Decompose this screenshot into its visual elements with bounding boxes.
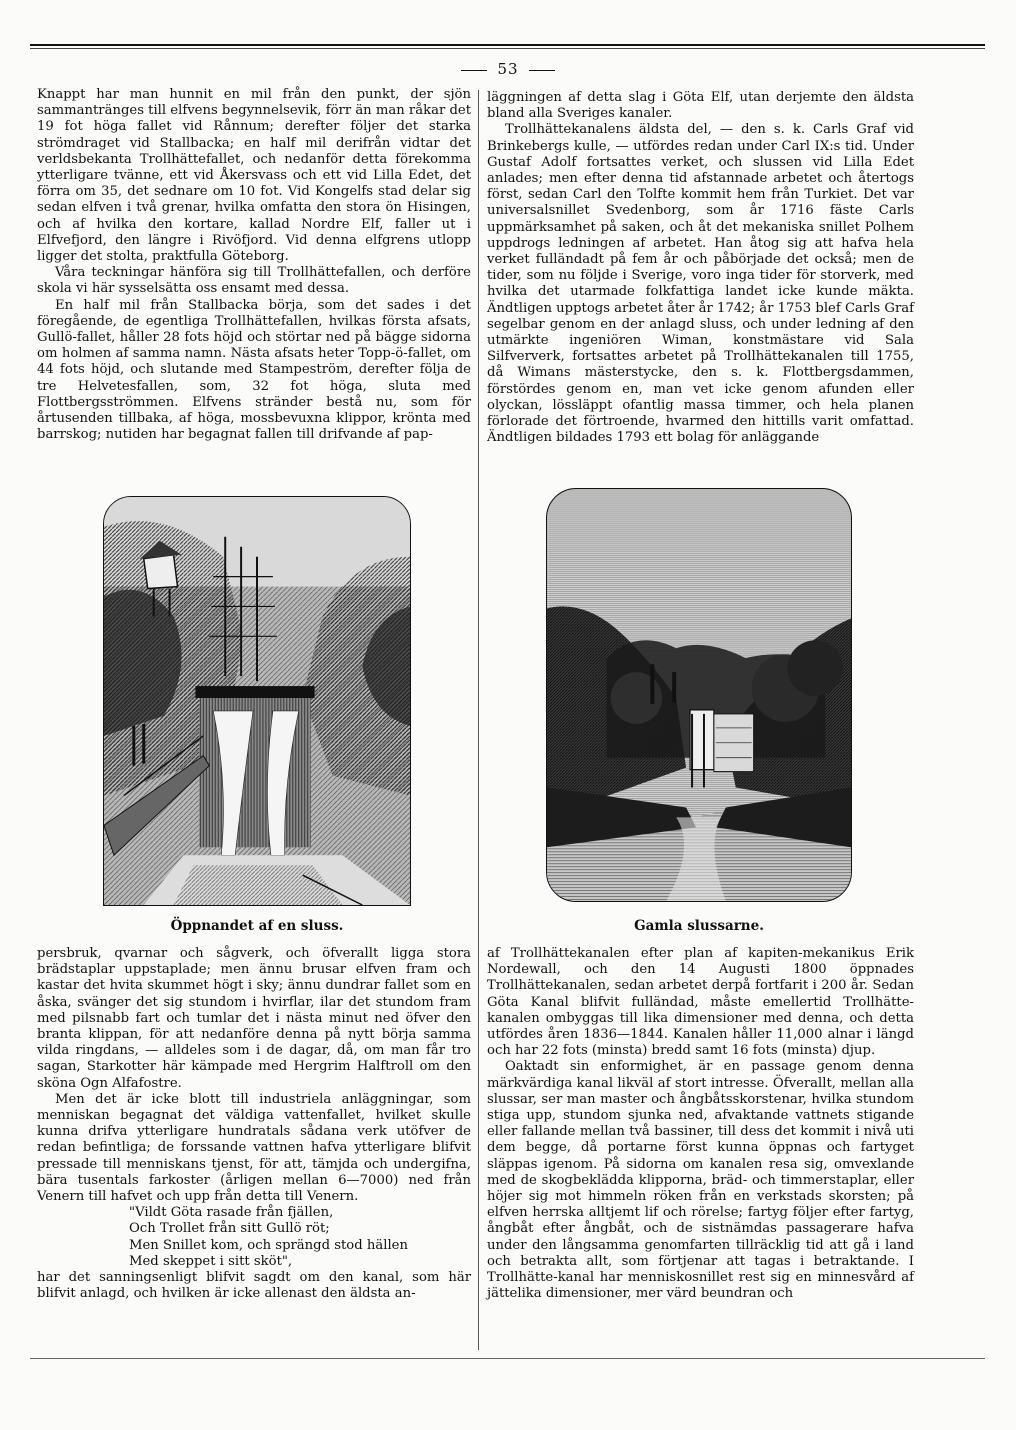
- left-column-bottom-text: [37, 946, 471, 1302]
- engraving-old-locks: [546, 488, 852, 902]
- paragraph: Knappt har man hunnit en mil från den punkt, der sjön sammantränges till elfvens begynnelsevik, förr än man råkar det 19 fot höga fallet vid Rånnum; derefter följer det starka strömdraget vid Stallbacka; en half mil derifrån vidtar det verldsbekanta Trollhättefallet, och nedanför detta förekomma ytterligare tvänne, ett vid Åkersvass och ett vid Lilla Edet, det förra om 35, det sednare om 10 fot. Vid Kongelfs stad delar sig sedan elfven i två grenar, hvilka omfatta den stora ön Hisingen, och af hvilka den kortare, kallad Nordre Elf, faller ut i Elfvefjord, den längre i Rivöfjord. Vid denna elfgrens utlopp ligger det stolta, praktfulla Göteborg.: [37, 87, 471, 265]
- engraving-lock-opening-drawing: [104, 497, 410, 905]
- paragraph: Våra teckningar hänföra sig till Trollhättefallen, och derföre skola vi här sysselsätta oss ensamt med dessa.: [37, 265, 471, 297]
- poem-line: Men Snillet kom, och sprängd stod hällen: [129, 1237, 408, 1253]
- poem-line: Med skeppet i sitt sköt",: [129, 1253, 293, 1269]
- column-divider: [478, 90, 479, 1350]
- dash-right: [529, 70, 555, 71]
- paragraph: persbruk, qvarnar och sågverk, och öfverallt ligga stora brädstaplar uppstaplade; men ännu brusar elfven fram och kastar det hvita skummet högt i sky; ännu dundrar fallet som en åska, svänger det sig stundom i hvirflar, ilar det stundom fram med pilsnabb fart och tumlar det i nästa minut ned öfver den branta klippan, för att nedanföre denna på nytt börja samma vilda ringdans, — alldeles som i de dagar, då, om man får tro sagan, Starkotter här kämpade med Hergrim Halftroll om den sköna Ogn Alfafostre.: [37, 946, 471, 1091]
- dash-left: [461, 70, 487, 71]
- paragraph: Trollhättekanalens äldsta del, — den s. k. Carls Graf vid Brinkebergs kulle, — utfördes redan under Carl IX:s tid. Under Gustaf Adolf fortsattes verket, och slussen vid Lilla Edet anlades; men efter denna tid afstannade arbetet och återtogs först, sedan Carl den Tolfte kommit hem från Turkiet. Det var universalsnillet Svedenborg, som år 1716 fäste Carls uppmärksamhet på saken, och åt det mekaniska snillet Polhem uppdrogs ledningen af arbetet. Han åtog sig att hafva hela verket fulländadt på fem år och påbörjade det också; men de tider, som nu följde i Sverige, voro inga tider för storverk, med hvilka det utarmade folkfattiga landet icke kunde mäkta. Ändtligen upptogs arbetet åter år 1742; år 1753 blef Carls Graf segelbar genom en der anlagd sluss, och under ledning af den utmärkte ingeniören Wiman, konstmästare vid Sala Silfververk, fortsattes arbetet på Trollhättekanalen till 1755, då Wimans mästerstycke, den s. k. Flottbergsdammen, förstördes genom en, man vet icke genom afunden eller olyckan, lössläppt ofantlig massa timmer, och hela planen förlorade det förtroende, hvarmed den hittills varit omfattad. Ändtligen bildades 1793 ett bolag för anläggande: [487, 122, 914, 446]
- caption-left: Öppnandet af en sluss.: [170, 918, 344, 934]
- poem-line: "Vildt Göta rasade från fjällen,: [129, 1205, 334, 1221]
- page-number-text: 53: [497, 60, 519, 78]
- engraving-old-locks-drawing: [547, 489, 851, 901]
- paragraph: En half mil från Stallbacka börja, som det sades i det föregående, de egentliga Trollhättefallen, hvilkas första afsats, Gullö-fallet, håller 28 fots höjd och störtar ned på bägge sidorna om holmen af samma namn. Nästa afsats heter Topp-ö-fallet, om 44 fots höjd, och slutande med Stampeström, derefter följa de tre Helvetesfallen, som, 32 fot höga, sluta med Flottbergsströmmen. Elfvens stränder bestå nu, som för årtusenden tillbaka, af höga, mossbevuxna klippor, krönta med barrskog; nutiden har begagnat fallen till drifvande af pap-: [37, 297, 471, 443]
- paragraph: Men det är icke blott till industriela anläggningar, som menniskan begagnat det väldiga vattenfallet, hvilket skulle kunna drifva ytterligare hundratals sådana verk utöfver de redan befintliga; de forssande vattnen hafva ytterligare blifvit pressade till menniskans tjenst, för att, tämjda och undergifna, bära tusentals farkoster (årligen mellan 6—7000) ned från Venern till hafvet och upp från detta till Venern.: [37, 1091, 471, 1205]
- paragraph: läggningen af detta slag i Göta Elf, utan derjemte den äldsta bland alla Sveriges kanaler.: [487, 90, 914, 122]
- caption-right: Gamla slussarne.: [634, 918, 764, 934]
- right-column-bottom-text: [487, 946, 914, 1302]
- paragraph: af Trollhättekanalen efter plan af kapiten-mekanikus Erik Nordewall, och den 14 Augusti 1800 öppnades Trollhättekanalen, sedan arbetet derpå fortfarit i 200 år. Sedan Göta Kanal blifvit fulländad, måste emellertid Trollhätte-kanalen ombyggas till lika dimensioner med denna, och detta utfördes åren 1836—1844. Kanalen håller 11,000 alnar i längd och har 22 fots (minsta) bredd samt 16 fots (minsta) djup.: [487, 946, 914, 1059]
- paragraph: Oaktadt sin enformighet, är en passage genom denna märkvärdiga kanal likväl af stort intresse. Öfverallt, mellan alla slussar, ser man master och ångbåtsskorstenar, hvilka stundom stiga upp, stundom sjunka ned, afvaktande vattnets stigande eller fallande mellan två bassiner, till dess det kommit i nivå uti dem begge, då portarne först kunna öppnas och fartyget släppas igenom. På sidorna om kanalen resa sig, omvexlande med de skogbeklädda klipporna, bräd- och timmerstaplar, eller höjer sig mot himmeln röken från en verkstads skorsten; på elfven herrska alltjemt lif och rörelse; fartyg följer efter fartyg, ångbåt efter ångbåt, och de sistnämdas passagerare hafva under den långsamma genomfarten tillräcklig tid att gå i land och betrakta allt, som förtjenar att tagas i betraktande. I Trollhätte-kanal har menniskosnillet rest sig en minnesvård af jättelika dimensioner, mer värd beundran och: [487, 1059, 914, 1302]
- poem-quote: [37, 1205, 471, 1270]
- poem-line: Och Trollet från sitt Gullö röt;: [129, 1221, 330, 1237]
- top-rule-thin: [30, 48, 985, 49]
- page-number: [0, 60, 1016, 78]
- left-column-top-text: [37, 87, 471, 443]
- paragraph: har det sanningsenligt blifvit sagdt om den kanal, som här blifvit anlagd, och hvilken är icke allenast den äldsta an-: [37, 1270, 471, 1302]
- right-column-top-text: [487, 90, 914, 446]
- top-rule: [30, 44, 985, 46]
- engraving-lock-opening: [103, 496, 411, 906]
- bottom-rule: [30, 1358, 985, 1359]
